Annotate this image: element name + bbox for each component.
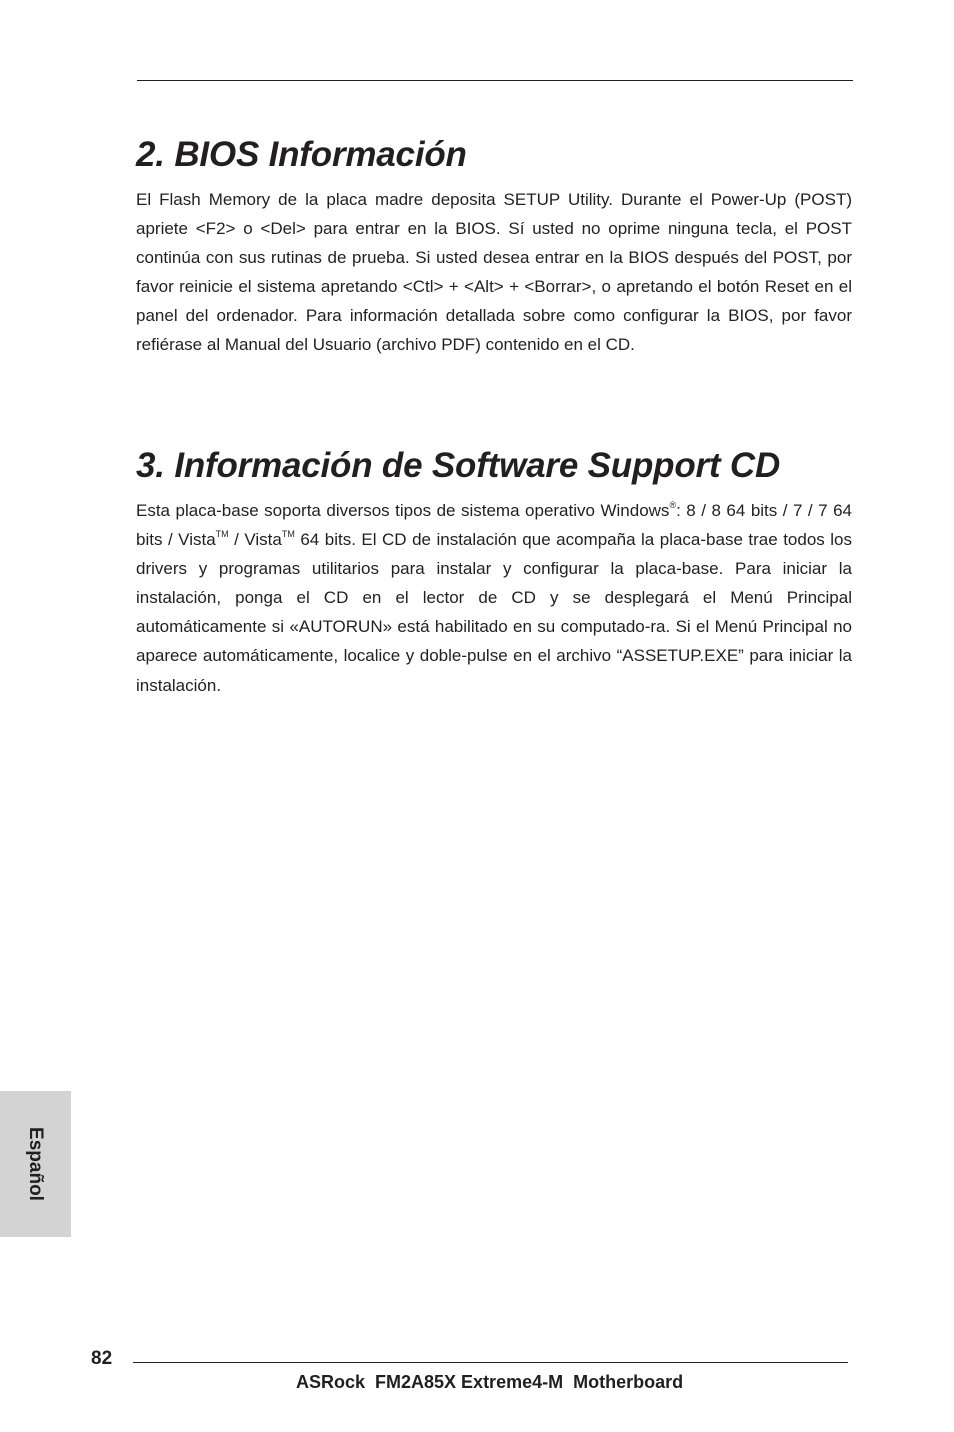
- top-divider: [137, 80, 853, 81]
- registered-mark: ®: [669, 500, 677, 510]
- cd-body-text-1: Esta placa-base soporta diversos tipos de sistema operativo Windows: [136, 501, 670, 520]
- bios-section-body: El Flash Memory de la placa madre deposita SETUP Utility. Durante el Power-Up (POST) apriete <F2> o <Del> para entrar en la BIOS. Sí usted no oprime ninguna tecla, el POST continúa con sus rutinas de prueba. Si usted desea entrar en la BIOS después del POST, por favor reinicie el sistema apretando <Ctl> + <Alt> + <Borrar>, o apretando el botón Reset en el panel del ordenador. Para información detallada sobre como configurar la BIOS, por favor refiérase al Manual del Usuario (archivo PDF) contenido en el CD.: [136, 190, 852, 355]
- language-side-tab-label: Español: [25, 1127, 46, 1201]
- cd-body-text-4: 64 bits. El CD de instalación que acompaña la placa-base trae todos los drivers y programas utilitarios para instalar y configurar la placa-base. Para iniciar la instalación, ponga el CD en el lector de CD y se desplegará el Menú Principal automáticamente si «AUTORUN» está habilitado en su computado-ra. Si el Menú Principal no aparece automáticamente, localice y doble-pulse en el archivo “ASSETUP.EXE” para iniciar la instalación.: [136, 530, 853, 695]
- software-cd-section-heading: 3. Información de Software Support CD: [136, 446, 781, 485]
- trademark-mark: TM: [215, 529, 229, 540]
- language-side-tab: [0, 1091, 71, 1237]
- cd-body-text-3: / Vista: [228, 530, 282, 550]
- cd-body-text-2: : 8 / 8 64 bits / 7 / 7 64 bits / Vista: [136, 501, 853, 550]
- footer-product-title: ASRock FM2A85X Extreme4-M Motherboard: [296, 1372, 684, 1392]
- trademark-mark: TM: [281, 529, 295, 540]
- bios-section: [136, 135, 852, 360]
- bios-section-heading: 2. BIOS Información: [136, 135, 467, 174]
- software-cd-section-body: [136, 496, 852, 700]
- page-number: 82: [91, 1348, 113, 1369]
- software-cd-section: [136, 446, 852, 700]
- footer-divider: [133, 1362, 848, 1363]
